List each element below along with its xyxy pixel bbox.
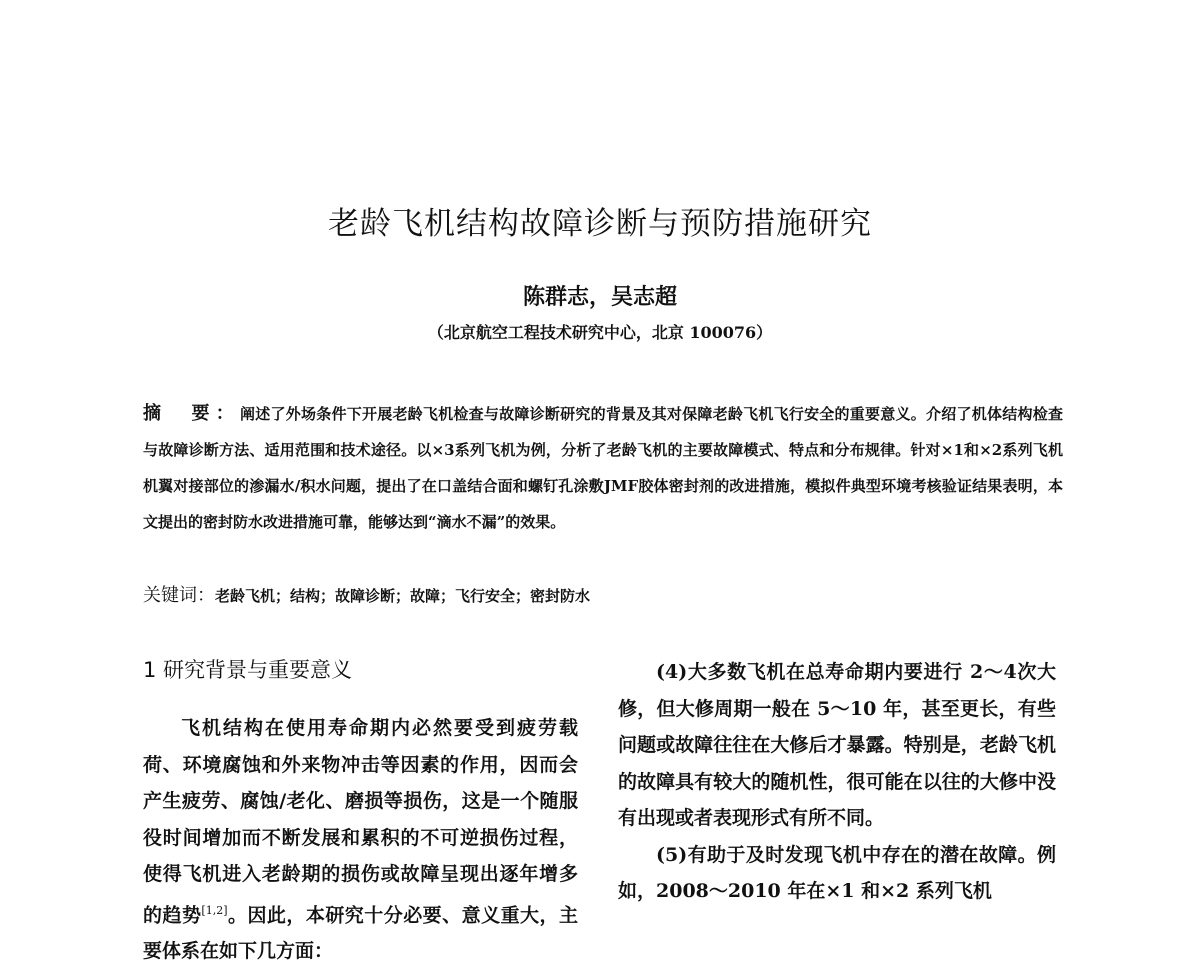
item-4-paragraph: (4)大多数飞机在总寿命期内要进行 2～4次大修，但大修周期一般在 5～10 年，甚至更长，有些问题或故障往往在大修后才暴露。特别是，老龄飞机的故障具有较大的随机性，很可能在以往的大修中没有出现或者表现形式有所不同。 [618,661,1056,829]
right-column [618,654,1056,910]
paper-authors: 陈群志，吴志超 [522,284,677,310]
paper-title: 老龄飞机结构故障诊断与预防措施研究 [328,206,872,242]
left-column [143,654,578,970]
abstract [143,396,1063,540]
paragraph-text: 飞机结构在使用寿命期内必然要受到疲劳载荷、环境腐蚀和外来物冲击等因素的作用，因而会产生疲劳、腐蚀/老化、磨损等损伤，这是一个随服役时间增加而不断发展和累积的不可逆损伤过程，使得飞机进入老龄期的损伤或故障呈现出逐年增多的趋势 [143,717,578,926]
keywords [143,581,1063,607]
paper-affiliation: （北京航空工程技术研究中心，北京 100076） [427,323,773,342]
citation: [1,2] [201,903,228,917]
item-5-paragraph: (5)有助于及时发现飞机中存在的潜在故障。例如，2008～2010 年在×1 和×2 系列飞机 [618,843,1056,902]
keywords-label: 关键词： [143,585,215,606]
section-1-paragraph [143,710,578,970]
abstract-text: 阐述了外场条件下开展老龄飞机检查与故障诊断研究的背景及其对保障老龄飞机飞行安全的重要意义。介绍了机体结构检查与故障诊断方法、适用范围和技术途径。以×3系列飞机为例，分析了老龄飞机的主要故障模式、特点和分布规律。针对×1和×2系列飞机机翼对接部位的渗漏水/积水问题，提出了在口盖结合面和螺钉孔涂敷JMF胶体密封剂的改进措施，模拟件典型环境考核验证结果表明，本文提出的密封防水改进措施可靠，能够达到“滴水不漏”的效果。 [143,405,1063,531]
keywords-text: 老龄飞机；结构；故障诊断；故障；飞行安全；密封防水 [215,587,591,605]
abstract-label: 摘 要： [143,403,240,424]
section-1-heading: 1 研究背景与重要意义 [143,658,353,682]
paragraph-text-continued: 。因此，本研究十分必要、意义重大，主要体系在如下几方面： [143,903,578,963]
